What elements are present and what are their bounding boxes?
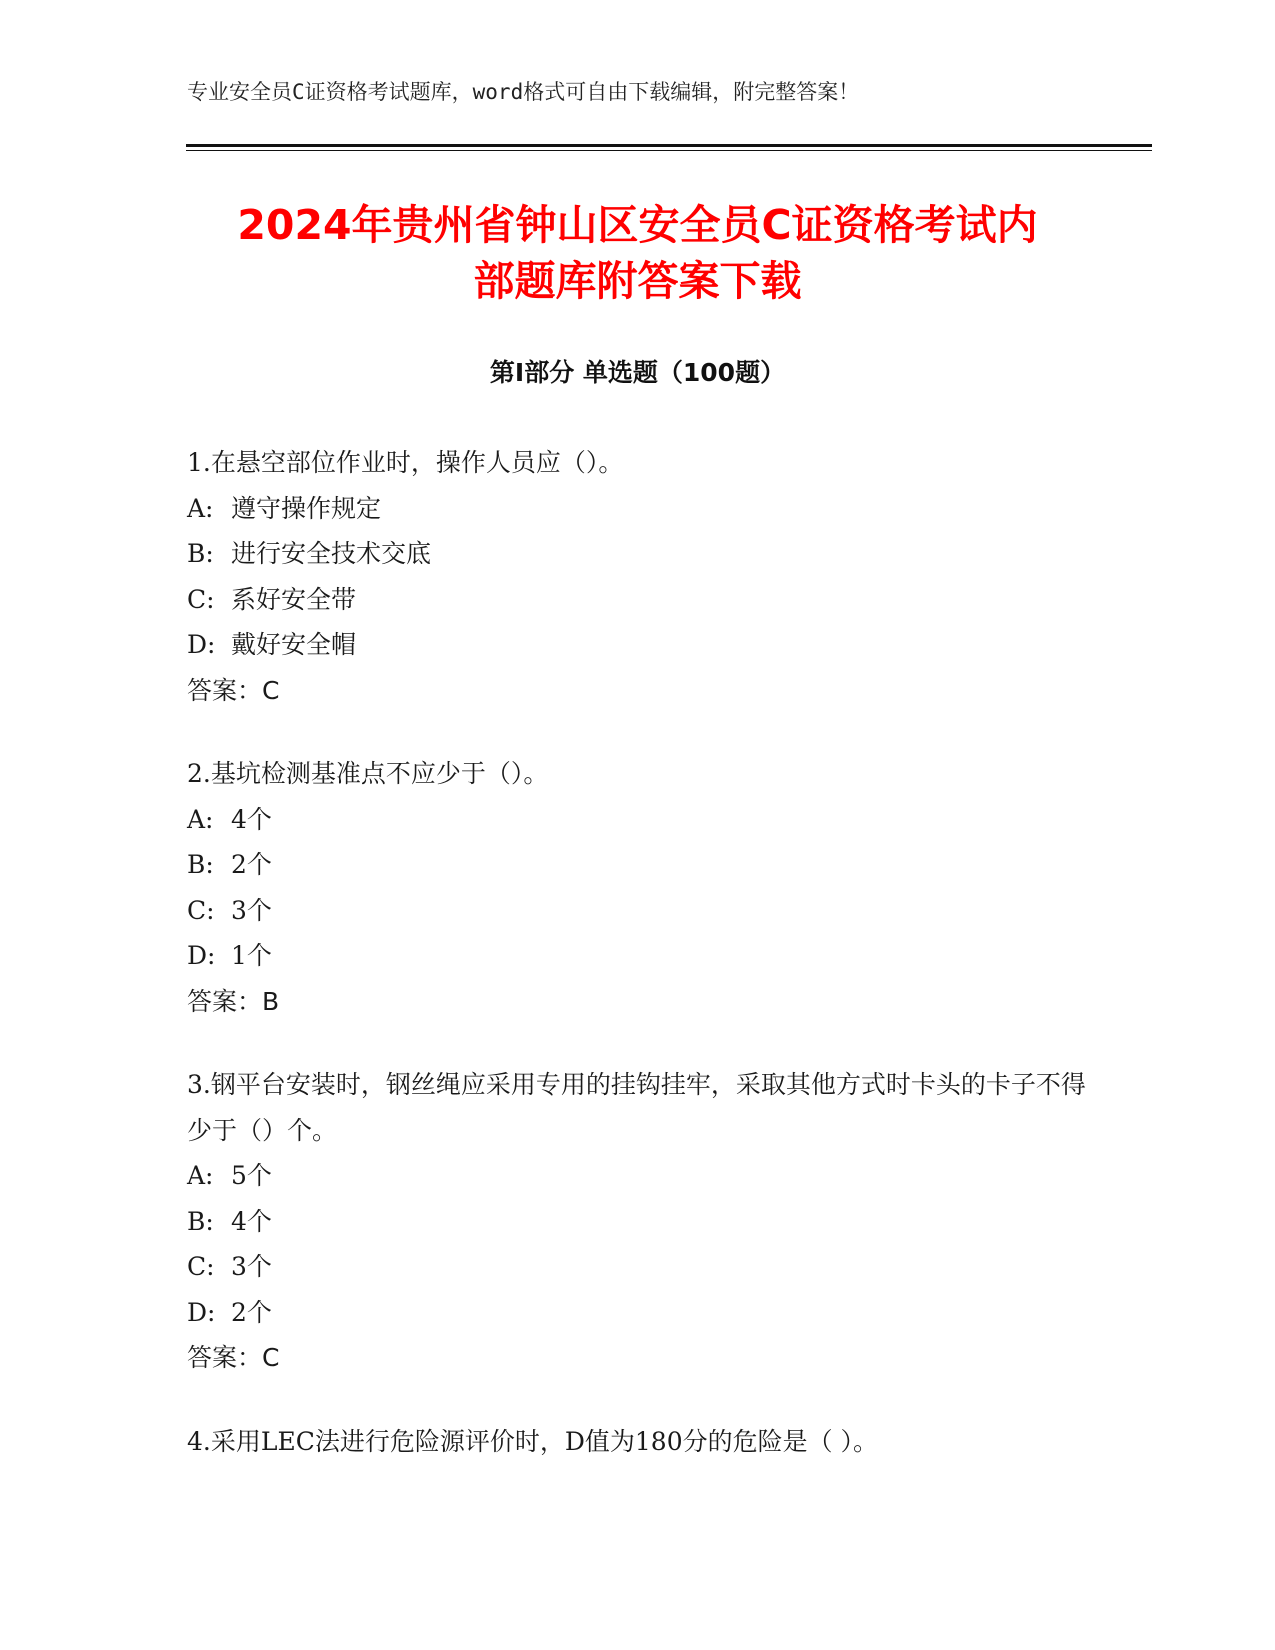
option-key: C: [187,895,215,925]
option-text: 4个 [231,1206,272,1236]
option-b [187,1199,1087,1245]
question-item [187,1419,1087,1465]
answer-line: 答案：B [187,986,280,1016]
option-a [187,797,1087,843]
option-c [187,1244,1087,1290]
question-stem: 2.基坑检测基准点不应少于（）。 [187,759,549,788]
document-title [150,197,1125,309]
option-key: A: [187,493,214,523]
option-text: 4个 [231,804,272,834]
option-c [187,888,1087,934]
option-key: D: [187,1297,216,1327]
header-rule-thin [186,150,1152,151]
option-text: 2个 [231,1297,272,1327]
option-text: 系好安全带 [231,584,357,614]
option-key: C: [187,584,215,614]
question-item [187,751,1087,1024]
option-key: B: [187,1206,214,1236]
option-key: D: [187,630,216,659]
option-key: B: [187,539,214,568]
option-a [187,1153,1087,1199]
question-stem: 4.采用LEC法进行危险源评价时，D值为180分的危险是（ ）。 [187,1426,879,1456]
answer-line: 答案：C [187,1343,280,1372]
option-text: 3个 [231,895,272,925]
option-text: 遵守操作规定 [231,493,382,523]
option-d [187,1290,1087,1336]
option-text: 3个 [231,1252,272,1281]
option-b [187,842,1087,888]
option-b [187,531,1087,577]
option-c [187,577,1087,623]
option-key: A: [187,804,214,834]
option-key: B: [187,850,214,879]
option-d [187,933,1087,979]
question-stem: 3.钢平台安装时，钢丝绳应采用专用的挂钩挂牢，采取其他方式时卡头的卡子不得少于（）个。 [187,1070,1086,1145]
option-a [187,486,1087,532]
option-text: 5个 [231,1161,272,1190]
header-rule [186,144,1152,147]
header-note: 专业安全员C证资格考试题库，word格式可自由下载编辑，附完整答案！ [187,80,860,104]
question-item [187,440,1087,713]
option-key: A: [187,1161,214,1190]
option-text: 戴好安全帽 [231,630,357,659]
title-line-1: 2024年贵州省钟山区安全员C证资格考试内 [237,201,1038,249]
option-text: 进行安全技术交底 [231,539,432,568]
question-stem: 1.在悬空部位作业时，操作人员应（）。 [187,448,624,477]
answer-line: 答案：C [187,675,280,705]
section-title: 第Ⅰ部分 单选题（100题） [489,358,786,387]
question-list [187,440,1087,1502]
option-d [187,622,1087,668]
option-key: D: [187,941,216,970]
option-key: C: [187,1252,215,1281]
option-text: 2个 [231,850,272,879]
question-item [187,1062,1087,1381]
option-text: 1个 [231,941,272,970]
title-line-2: 部题库附答案下载 [473,257,802,305]
